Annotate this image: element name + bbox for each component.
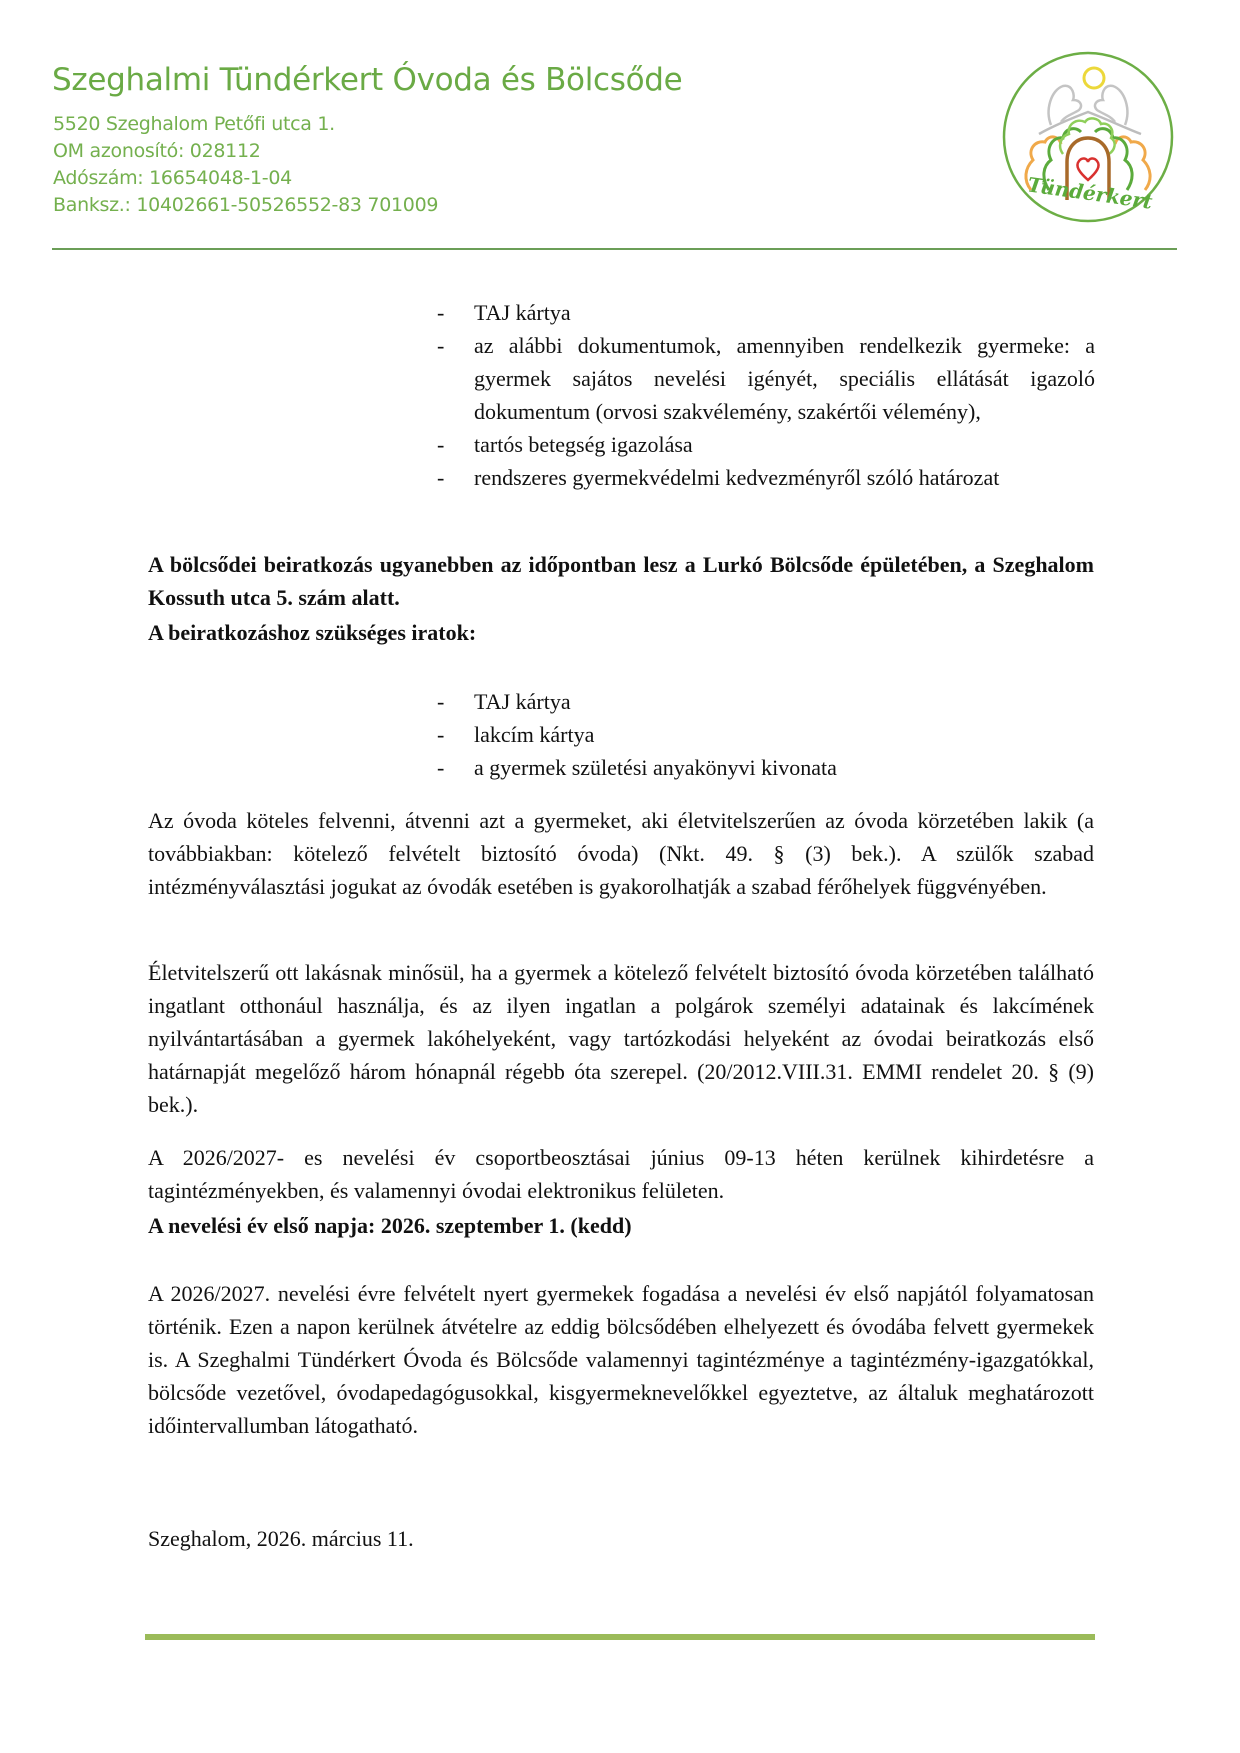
tunderkert-logo-icon	[1001, 50, 1175, 224]
institution-name: Szeghalmi Tündérkert Óvoda és Bölcsőde	[52, 62, 683, 98]
header-divider	[52, 248, 1177, 250]
first-day-notice: A nevelési év első napja: 2026. szeptember 1. (kedd)	[148, 1213, 632, 1238]
logo-text: Tündérkert	[1026, 172, 1154, 214]
required-documents-list-nursery	[437, 685, 1095, 784]
list-marker: -	[437, 755, 445, 780]
list-marker: -	[437, 333, 445, 358]
list-item: - TAJ kártya	[437, 685, 1095, 718]
om-id: OM azonosító: 028112	[53, 140, 261, 162]
documents-heading: A beiratkozáshoz szükséges iratok:	[148, 620, 477, 645]
place-and-date: Szeghalom, 2026. március 11.	[148, 1526, 414, 1551]
list-marker: -	[437, 465, 445, 490]
list-marker: -	[437, 722, 445, 747]
bank-account: Banksz.: 10402661-50526552-83 701009	[53, 194, 439, 216]
paragraph-obligation: Az óvoda köteles felvenni, átvenni azt a gyermeket, aki életvitelszerűen az óvoda körzetében lakik (a továbbiakban: kötelező felvételt biztosító óvoda) (Nkt. 49. § (3) bek.). A szülők szabad intézményválasztási jogukat az óvodák esetében is gyakorolhatják a szabad férőhelyek függvényében.	[148, 808, 1094, 899]
list-item: - a gyermek születési anyakönyvi kivonata	[437, 751, 1095, 784]
list-item: - TAJ kártya	[437, 296, 1095, 329]
tax-number: Adószám: 16654048-1-04	[53, 167, 292, 189]
letterhead-details	[53, 111, 438, 219]
list-marker: -	[437, 689, 445, 714]
list-marker: -	[437, 300, 445, 325]
tree-orange-right-icon	[1115, 137, 1150, 190]
paragraph-reception: A 2026/2027. nevelési évre felvételt nyert gyermekek fogadása a nevelési év első napjától folyamatosan történik. Ezen a napon kerülnek átvételre az eddig bölcsődében elhelyezett és óvodába felvett gyermekek is. A Szeghalmi Tündérkert Óvoda és Bölcsőde valamennyi tagintézménye a tagintézmény-igazgatókkal, bölcsőde vezetővel, óvodapedagógusokkal, kisgyermeknevelőkkel egyeztetve, az általuk meghatározott időintervallumban látogatható.	[148, 1281, 1094, 1438]
sun-icon	[1084, 68, 1104, 88]
required-documents-list-kindergarten	[437, 296, 1095, 494]
paragraph-residence: Életvitelszerű ott lakásnak minősül, ha a gyermek a kötelező felvételt biztosító óvoda körzetében található ingatlant otthonául használja, és az ilyen ingatlan a polgárok személyi adatainak és lakcímének nyilvántartásában a gyermek lakóhelyeként, vagy tartózkodási helyeként az óvodai beiratkozás első határnapját megelőző három hónapnál régebb óta szerepel. (20/2012.VIII.31. EMMI rendelet 20. § (9) bek.).	[148, 960, 1094, 1117]
paragraph-groups: A 2026/2027- es nevelési év csoportbeosztásai június 09-13 héten kerülnek kihirdetésre a tagintézményekben, és valamennyi óvodai elektronikus felületen.	[148, 1145, 1094, 1203]
address: 5520 Szeghalom Petőfi utca 1.	[53, 113, 335, 135]
list-item: - lakcím kártya	[437, 718, 1095, 751]
list-item: - az alábbi dokumentumok, amennyiben rendelkezik gyermeke: a gyermek sajátos nevelési igényét, speciális ellátását igazoló dokumentum (orvosi szakvélemény, szakértői vélemény),	[437, 329, 1095, 428]
list-item: - rendszeres gyermekvédelmi kedvezményről szóló határozat	[437, 461, 1095, 494]
cloud-right-icon	[1095, 86, 1127, 125]
list-item: - tartós betegség igazolása	[437, 428, 1095, 461]
footer-divider	[145, 1634, 1095, 1640]
cloud-left-icon	[1049, 86, 1081, 125]
list-marker: -	[437, 432, 445, 457]
nursery-enrollment-notice: A bölcsődei beiratkozás ugyanebben az időpontban lesz a Lurkó Bölcsőde épületében, a Szeghalom Kossuth utca 5. szám alatt.	[148, 552, 1094, 610]
heart-icon	[1077, 158, 1098, 180]
